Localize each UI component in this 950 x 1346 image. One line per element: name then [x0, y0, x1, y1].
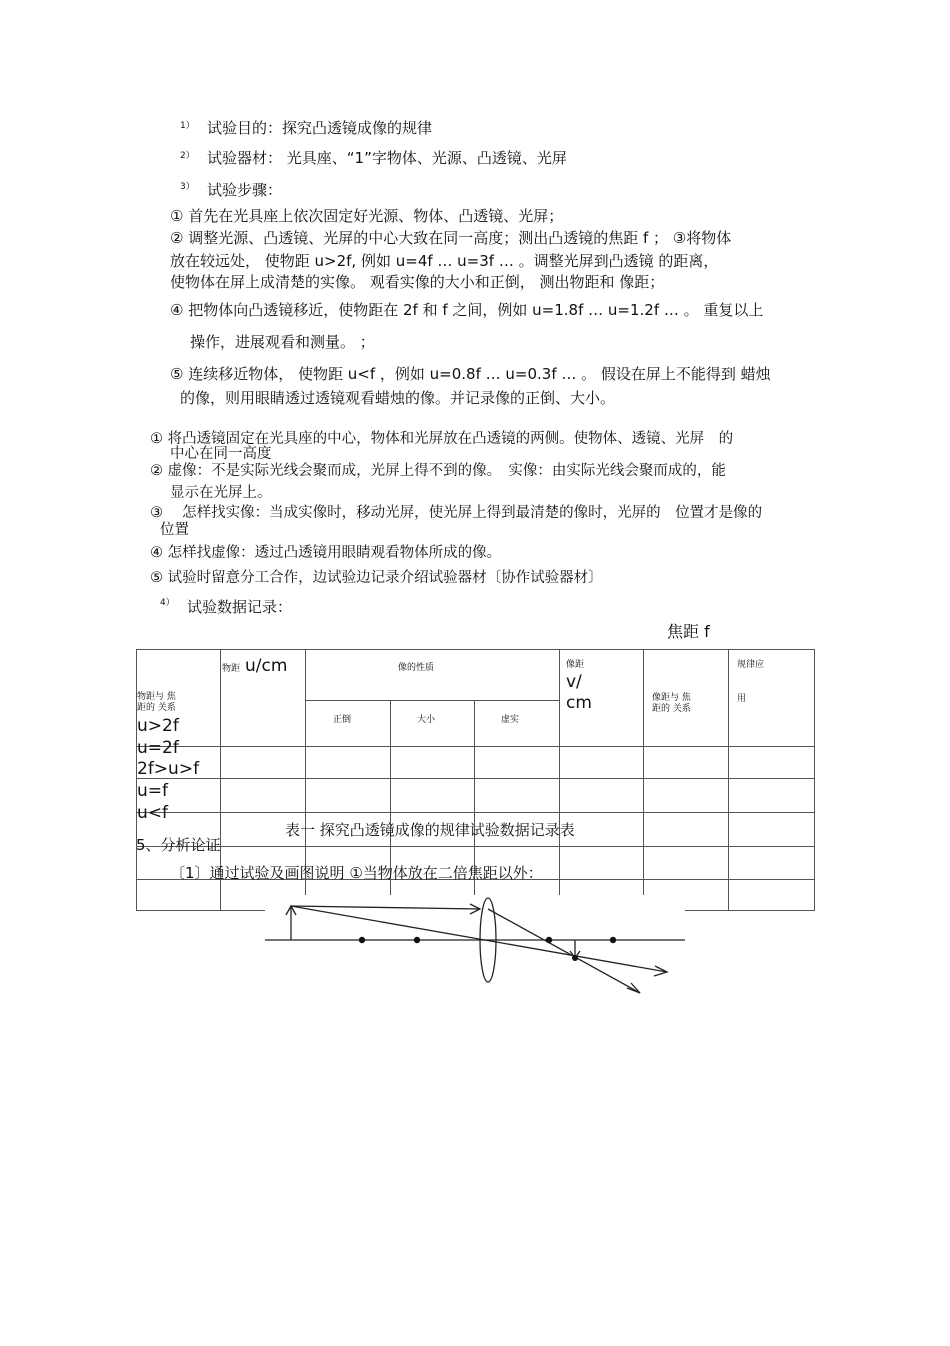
header-real-cell [475, 701, 560, 747]
diagram-background [265, 895, 685, 995]
note-1-line1: ① 将凸透镜固定在光具座的中心，物体和光屏放在凸透镜的两侧。使物体、透镜、光屏 的 [150, 431, 734, 447]
note-1-line2: 中心在同一高度 [170, 446, 272, 462]
procedure-2-line2: 放在较远处， 使物距 u>2f, 例如 u=4f … u=3f … 。调整光屏到凸透镜 的距离， [170, 252, 719, 270]
record-number: 4） [160, 598, 175, 608]
note-4: ④ 怎样找虚像：透过凸透镜用眼睛观看物体所成的像。 [150, 545, 502, 561]
procedure-4-line1: ④ 把物体向凸透镜移近，使物距在 2f 和 f 之间，例如 u=1.8f … u=1.2f … 。 重复以上 [170, 301, 764, 319]
note-3-line1: ③ 怎样找实像：当成实像时，移动光屏，使光屏上得到最清楚的像时，光屏的 位置才是像的 [150, 505, 763, 521]
note-3-line2: 位置 [160, 522, 189, 538]
header-size: 大小 [417, 715, 436, 725]
record-title: 试验数据记录： [187, 598, 293, 616]
header-real: 虚实 [501, 715, 520, 725]
focal-length-label: 焦距 f [667, 622, 710, 641]
header-nature-cell [306, 650, 560, 701]
header-v-small: 像距 [566, 660, 585, 670]
row-label-5: u<f [137, 803, 169, 823]
analysis-line-1: 〔1〕通过试验及画图说明 ①当物体放在二倍焦距以外： [170, 864, 543, 882]
step1-purpose: 试验目的：探究凸透镜成像的规律 [207, 119, 433, 137]
header-v-relation: 像距与 焦 距的 关系 [652, 693, 691, 714]
header-u-big: u/cm [245, 656, 288, 676]
step3-procedure: 试验步骤： [207, 181, 283, 199]
step2-number: 2） [180, 151, 195, 161]
procedure-4-line2: 操作，进展观看和测量。 ； [190, 333, 375, 351]
header-size-cell [391, 701, 475, 747]
focal-point-2f-right [610, 937, 616, 943]
header-relation: 物距与 焦 距的 关系 [137, 692, 176, 713]
procedure-2-line3: 使物体在屏上成清楚的实像。 观看实像的大小和正倒， 测出物距和 像距； [170, 273, 665, 291]
procedure-2-line1: ② 调整光源、凸透镜、光屏的中心大致在同一高度；测出凸透镜的焦距 f ； ③将物体 [170, 229, 732, 247]
focal-point-f-left [414, 937, 420, 943]
step2-equipment: 试验器材： 光具座、“1”字物体、光源、凸透镜、光屏 [207, 149, 567, 167]
procedure-1: ① 首先在光具座上依次固定好光源、物体、凸透镜、光屏； [170, 207, 564, 225]
header-v-cell [560, 650, 644, 747]
step3-number: 3） [180, 182, 195, 192]
ray-diagram [265, 895, 685, 995]
image-tip-point [572, 955, 578, 961]
header-v-big: v/ cm [566, 672, 592, 713]
row-label-3: 2f>u>f [137, 759, 200, 779]
row-label-4: u=f [137, 781, 169, 801]
focal-point-f-right [546, 937, 552, 943]
procedure-5-line1: ⑤ 连续移近物体， 使物距 u<f ，例如 u=0.8f … u=0.3f … 。 假设在屏上不能得到 蜡烛 [170, 365, 771, 383]
procedure-5-line2: 的像，则用眼睛透过透镜观看蜡烛的像。并记录像的正倒、大小。 [180, 389, 616, 407]
header-upright-cell [306, 701, 391, 747]
header-rule-1: 规律应 [737, 660, 765, 670]
analysis-heading: 5、分析论证 [136, 836, 221, 854]
header-nature: 像的性质 [398, 663, 435, 673]
focal-point-2f-left [359, 937, 365, 943]
table-caption: 表一 探究凸透镜成像的规律试验数据记录表 [285, 821, 575, 839]
note-2-line1: ② 虚像：不是实际光线会聚而成，光屏上得不到的像。 实像：由实际光线会聚而成的，能 [150, 463, 726, 479]
row-label-2: u=2f [137, 738, 179, 758]
header-rule-2: 用 [737, 694, 747, 704]
step1-number: 1） [180, 121, 195, 131]
note-2-line2: 显示在光屏上。 [170, 485, 272, 501]
header-u-cell [221, 650, 306, 747]
note-5: ⑤ 试验时留意分工合作，边试验边记录介绍试验器材〔协作试验器材〕 [150, 570, 603, 586]
row-label-1: u>2f [137, 716, 179, 736]
header-u-small: 物距 [222, 664, 241, 674]
header-rule-cell [729, 650, 815, 747]
header-vrel-cell [644, 650, 729, 747]
header-upright: 正倒 [333, 715, 352, 725]
